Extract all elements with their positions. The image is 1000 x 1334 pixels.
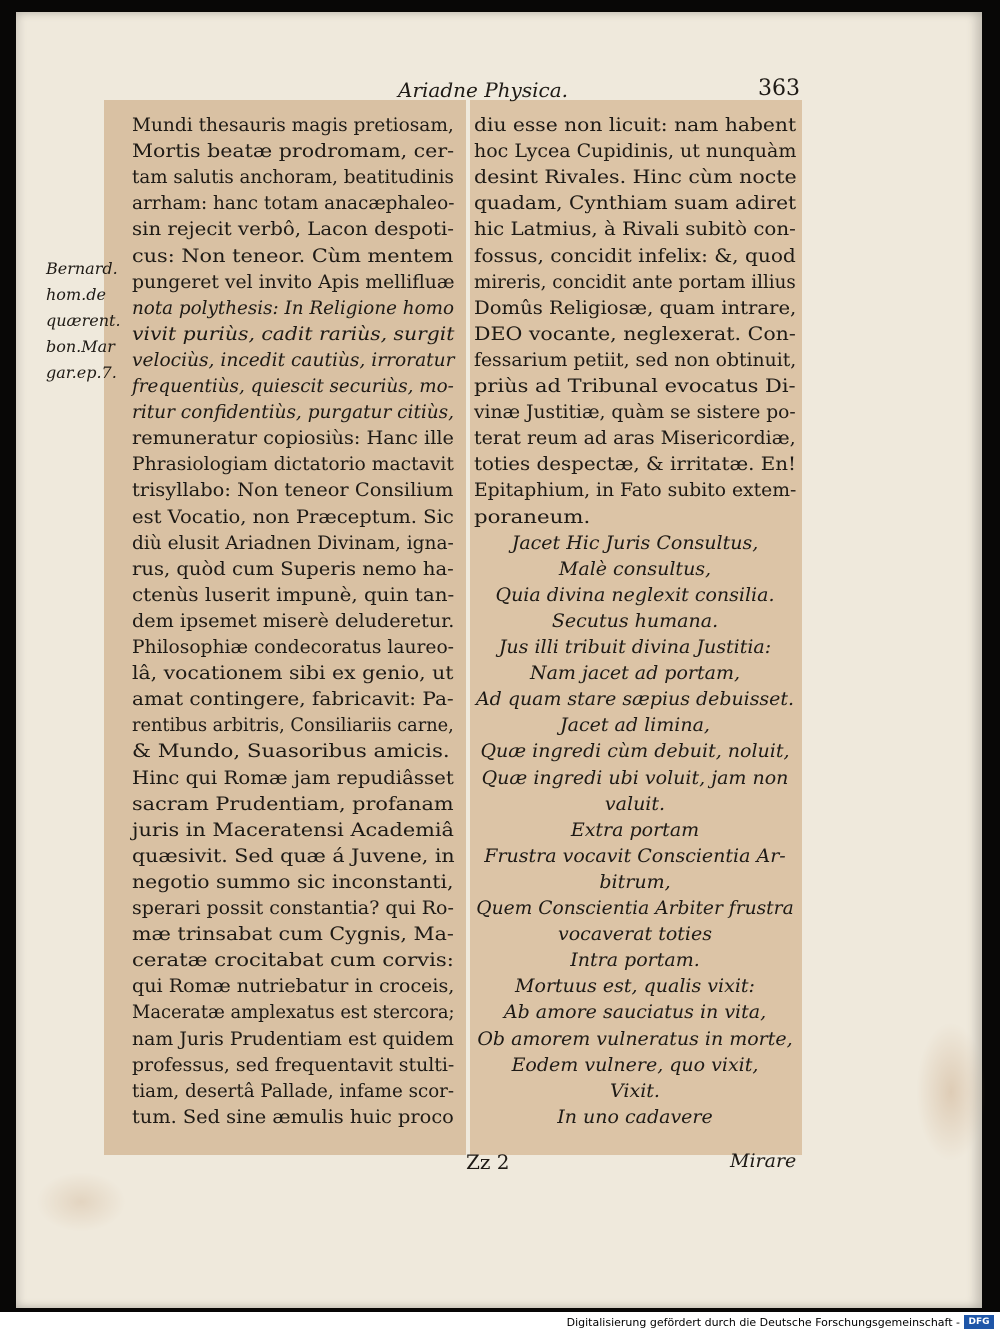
text-line: toties despectæ, & irritatæ. En! bbox=[474, 453, 797, 476]
text-line: ritur confidentiùs, purgatur citiùs, bbox=[132, 401, 455, 424]
text-line: velociùs, incedit cautiùs, irroratur bbox=[132, 348, 455, 371]
text-line: sin rejecit verbô, Lacon despoti- bbox=[132, 218, 454, 241]
catchword: Mirare bbox=[730, 1150, 797, 1172]
text-line: Epitaphium, in Fato subito extem- bbox=[474, 479, 797, 502]
text-line: pungeret vel invito Apis mellifluæ bbox=[132, 270, 455, 293]
text-line: quadam, Cynthiam suam adiret bbox=[474, 192, 797, 215]
text-line: Quæ ingredi cùm debuit, noluit, bbox=[480, 740, 790, 763]
text-line: lâ, vocationem sibi ex genio, ut bbox=[132, 662, 454, 685]
running-head: Ariadne Physica. bbox=[398, 78, 568, 102]
text-line: terat reum ad aras Misericordiæ, bbox=[474, 427, 796, 450]
signature-mark: Zz 2 bbox=[466, 1150, 510, 1174]
text-line: Mundi thesauris magis pretiosam, bbox=[132, 114, 454, 136]
text-line: juris in Maceratensi Academiâ bbox=[132, 818, 454, 841]
text-line: vocaverat toties bbox=[558, 923, 712, 946]
text-line: trisyllabo: Non teneor Consilium bbox=[132, 479, 454, 502]
text-line: Jus illi tribuit divina Justitia: bbox=[498, 636, 772, 658]
text-line: ceratæ crocitabat cum corvis: bbox=[132, 949, 454, 972]
paper-stain bbox=[36, 1172, 126, 1232]
text-line: Domûs Religiosæ, quam intrare, bbox=[474, 296, 797, 319]
text-line: Secutus humana. bbox=[551, 609, 719, 632]
text-line: qui Romæ nutriebatur in croceis, bbox=[132, 975, 455, 998]
text-line: tam salutis anchoram, beatitudinis bbox=[132, 166, 454, 189]
paper-stain bbox=[916, 1022, 986, 1162]
text-line: sacram Prudentiam, profanam bbox=[132, 792, 454, 815]
text-line: nota polythesis: In Religione homo bbox=[132, 296, 455, 319]
text-line: dem ipsemet miserè deluderetur. bbox=[132, 609, 455, 632]
text-line: Quem Conscientia Arbiter frustra bbox=[476, 897, 794, 919]
text-line: arrham: hanc totam anacæphaleo- bbox=[132, 192, 455, 215]
text-line: vinæ Justitiæ, quàm se sistere po- bbox=[474, 401, 796, 424]
text-line: mæ trinsabat cum Cygnis, Ma- bbox=[132, 923, 454, 946]
text-line: Ob amorem vulneratus in morte, bbox=[477, 1027, 793, 1050]
text-line: quæsivit. Sed quæ á Juvene, in bbox=[132, 844, 455, 867]
text-line: amat contingere, fabricavit: Pa- bbox=[132, 688, 454, 711]
text-line: tum. Sed sine æmulis huic proco bbox=[132, 1105, 454, 1128]
text-line: frequentiùs, quiescit securiùs, mo- bbox=[132, 375, 454, 397]
text-line: fossus, concidit infelix: &, quod bbox=[474, 244, 796, 267]
page-number: 363 bbox=[758, 76, 800, 101]
text-line: Jacet Hic Juris Consultus, bbox=[511, 531, 759, 554]
text-line: Extra portam bbox=[570, 818, 700, 841]
text-line: Eodem vulnere, quo vixit, bbox=[511, 1053, 759, 1076]
text-line: ctenùs luserit impunè, quin tan- bbox=[132, 583, 455, 606]
text-line: fessarium petiit, sed non obtinuit, bbox=[474, 348, 797, 371]
text-line: Quæ ingredi ubi voluit, jam non bbox=[481, 766, 789, 789]
text-line: negotio summo sic inconstanti, bbox=[132, 870, 454, 893]
footer-credit: Digitalisierung gefördert durch die Deutsche Forschungsgemeinschaft - bbox=[566, 1316, 960, 1329]
margin-note-line: Bernard. bbox=[46, 259, 118, 278]
text-line: Vixit. bbox=[610, 1079, 660, 1102]
text-line: Nam jacet ad portam, bbox=[529, 662, 741, 685]
text-line: Hinc qui Romæ jam repudiâsset bbox=[132, 766, 454, 789]
text-line: hoc Lycea Cupidinis, ut nunquàm bbox=[474, 140, 797, 163]
text-line: vivit puriùs, cadit rariùs, surgit bbox=[132, 322, 455, 345]
margin-note-line: hom.de bbox=[46, 285, 106, 304]
text-line: remuneratur copiosiùs: Hanc ille bbox=[132, 427, 454, 450]
text-line: nam Juris Prudentiam est quidem bbox=[132, 1027, 454, 1050]
text-line: rentibus arbitris, Consiliariis carne, bbox=[132, 714, 454, 737]
text-line: sperari possit constantia? qui Ro- bbox=[132, 897, 454, 919]
text-line: rus, quòd cum Superis nemo ha- bbox=[132, 557, 454, 580]
text-line: poraneum. bbox=[474, 505, 591, 528]
text-line: mireris, concidit ante portam illius bbox=[474, 270, 796, 293]
text-line: bitrum, bbox=[599, 870, 671, 893]
text-line: Ab amore sauciatus in vita, bbox=[503, 1001, 767, 1024]
margin-note-line: gar.ep.7. bbox=[46, 363, 117, 382]
text-line: Intra portam. bbox=[570, 949, 700, 972]
text-line: In uno cadavere bbox=[557, 1105, 713, 1128]
text-line: desint Rivales. Hinc cùm nocte bbox=[474, 166, 797, 189]
text-line: & Mundo, Suasoribus amicis. bbox=[132, 740, 450, 763]
text-line: diù elusit Ariadnen Divinam, igna- bbox=[132, 531, 454, 554]
text-line: Phrasiologiam dictatorio mactavit bbox=[132, 453, 454, 476]
text-line: Mortis beatæ prodromam, cer- bbox=[132, 140, 455, 163]
text-line: cus: Non teneor. Cùm mentem bbox=[132, 244, 454, 267]
text-line: Ad quam stare sæpius debuisset. bbox=[475, 688, 795, 711]
text-line: Philosophiæ condecoratus laureo- bbox=[132, 636, 454, 658]
text-line: diu esse non licuit: nam habent bbox=[474, 114, 797, 136]
text-line: tiam, desertâ Pallade, infame scor- bbox=[132, 1079, 455, 1102]
text-line: Maceratæ amplexatus est stercora; bbox=[132, 1001, 455, 1024]
margin-note-line: bon.Mar bbox=[46, 337, 115, 356]
text-line: Jacet ad limina, bbox=[560, 714, 710, 737]
text-line: Mortuus est, qualis vixit: bbox=[515, 975, 755, 998]
text-line: est Vocatio, non Præceptum. Sic bbox=[132, 505, 454, 528]
text-line: professus, sed frequentavit stulti- bbox=[132, 1053, 455, 1076]
margin-note-line: quærent. bbox=[46, 311, 121, 330]
text-line: priùs ad Tribunal evocatus Di- bbox=[474, 375, 796, 397]
text-line: Malè consultus, bbox=[558, 557, 712, 580]
text-line: DEO vocante, neglexerat. Con- bbox=[474, 322, 796, 345]
dfg-logo: DFG bbox=[964, 1315, 994, 1329]
text-line: valuit. bbox=[604, 792, 666, 815]
text-line: Quia divina neglexit consilia. bbox=[495, 583, 775, 606]
text-line: hic Latmius, à Rivali subitò con- bbox=[474, 218, 796, 241]
text-line: Frustra vocavit Conscientia Ar- bbox=[484, 844, 786, 867]
